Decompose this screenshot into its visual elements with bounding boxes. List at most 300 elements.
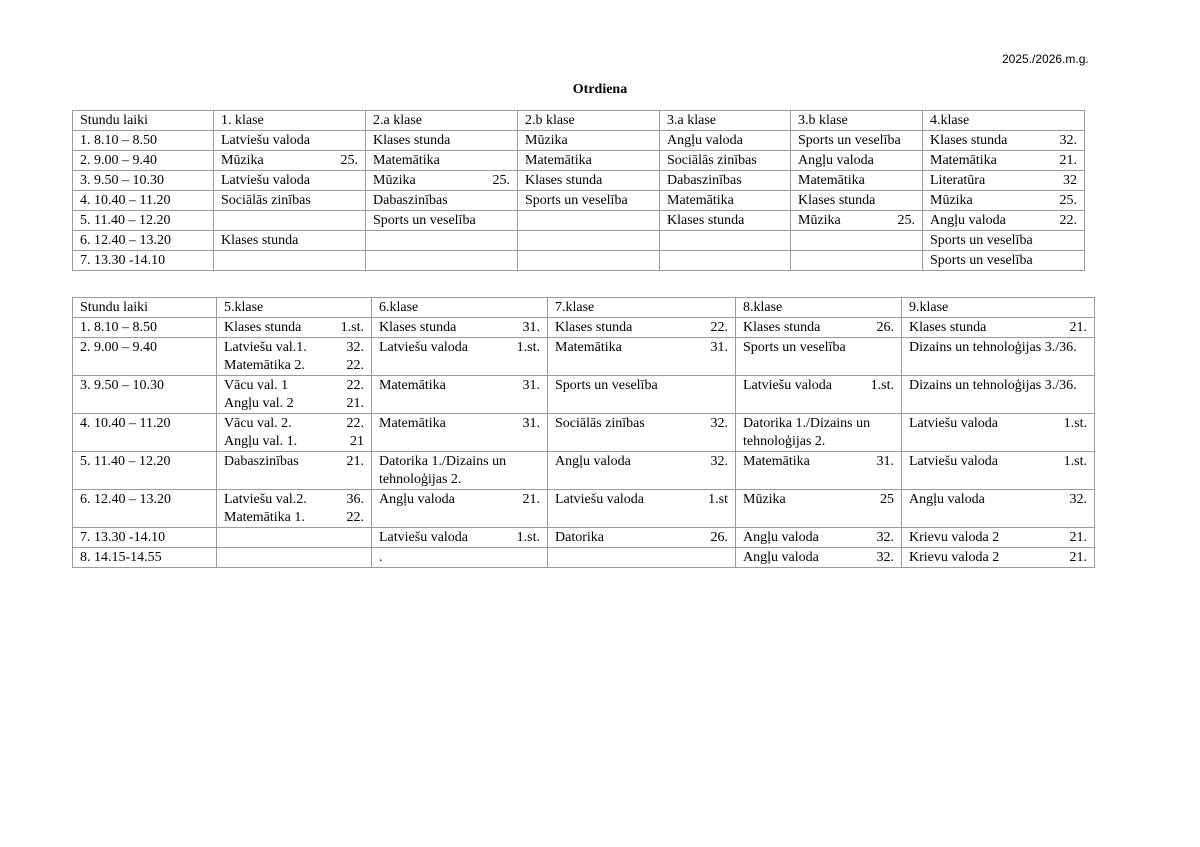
lesson-line: [373, 172, 510, 190]
lesson-line: Matemātika: [667, 193, 734, 208]
lesson-cell: [217, 318, 372, 338]
lesson-cell: Datorika 1./Dizains un tehnoloģijas 2.: [372, 452, 548, 490]
lesson-cell: [791, 151, 923, 171]
lesson-cell: [923, 211, 1085, 231]
subject-name: Krievu valoda 2: [909, 530, 1000, 545]
lesson-cell: [923, 191, 1085, 211]
header-row: [73, 111, 1085, 131]
lesson-line: [221, 152, 358, 170]
subject-name: Sociālās zinības: [555, 416, 645, 431]
room-number: 1.st.: [340, 320, 364, 335]
lesson-cell: [736, 490, 902, 528]
lesson-cell: [791, 211, 923, 231]
column-header: 6.klase: [372, 298, 548, 318]
table-row: [73, 171, 1085, 191]
lesson-cell: [548, 548, 736, 568]
lesson-line: [555, 529, 728, 547]
lesson-cell: [518, 131, 660, 151]
lesson-cell: [902, 490, 1095, 528]
room-number: 1.st: [708, 492, 728, 507]
lesson-cell: Dizains un tehnoloģijas 3./36.: [902, 338, 1095, 376]
table-row: [73, 548, 1095, 568]
lesson-cell: [372, 528, 548, 548]
table-row: [73, 490, 1095, 528]
subject-name: Matemātika: [930, 153, 997, 168]
column-header: 1. klase: [214, 111, 366, 131]
lesson-line: Sports un veselība: [525, 193, 628, 208]
subject-name: Krievu valoda 2: [909, 550, 1000, 565]
lesson-cell: [902, 452, 1095, 490]
room-number: 31.: [710, 340, 728, 355]
lesson-line: [379, 377, 540, 395]
lesson-cell: [660, 211, 791, 231]
lesson-line: Matemātika: [798, 173, 865, 188]
lesson-cell: [214, 151, 366, 171]
lesson-cell: [660, 231, 791, 251]
lesson-line: Matemātika: [525, 153, 592, 168]
lesson-line: [379, 529, 540, 547]
lesson-cell: [902, 548, 1095, 568]
lesson-line: 6. 12.40 – 13.20: [80, 492, 171, 507]
lesson-line: [379, 415, 540, 433]
lesson-line: Dabaszinības: [373, 193, 448, 208]
lesson-line: [743, 377, 894, 395]
room-number: 26.: [710, 530, 728, 545]
lesson-cell: [217, 490, 372, 528]
room-number: 25.: [1059, 193, 1077, 208]
room-number: 21.: [1069, 550, 1087, 565]
lesson-line: 3. 9.50 – 10.30: [80, 378, 164, 393]
time-slot-cell: [73, 490, 217, 528]
lesson-cell: [518, 251, 660, 271]
room-number: 1.st.: [516, 530, 540, 545]
subject-name: Matemātika: [379, 378, 446, 393]
room-number: 32.: [1059, 133, 1077, 148]
lesson-line: Mūzika: [525, 133, 568, 148]
lesson-line: [743, 453, 894, 471]
table-row: [73, 211, 1085, 231]
column-header: 3.b klase: [791, 111, 923, 131]
lesson-cell: [902, 318, 1095, 338]
lesson-cell: [217, 338, 372, 376]
lesson-cell: [791, 191, 923, 211]
subject-name: Dabaszinības: [224, 454, 299, 469]
column-header: 4.klase: [923, 111, 1085, 131]
lesson-line: [555, 319, 728, 337]
lesson-line: Klases stunda: [667, 213, 745, 228]
lesson-cell: [366, 131, 518, 151]
room-number: 21.: [346, 454, 364, 469]
lesson-cell: [366, 251, 518, 271]
lesson-line: Sports un veselība: [743, 340, 846, 355]
table-row: [73, 338, 1095, 376]
lesson-cell: [372, 548, 548, 568]
lesson-line: [909, 453, 1087, 471]
room-number: 1.st.: [516, 340, 540, 355]
schedule-table-body: [73, 111, 1085, 271]
lesson-line: Sociālās zinības: [221, 193, 311, 208]
lesson-line: [930, 172, 1077, 190]
lesson-line: Sports un veselība: [798, 133, 901, 148]
lesson-cell: [217, 528, 372, 548]
room-number: 21.: [522, 492, 540, 507]
lesson-line: 6. 12.40 – 13.20: [80, 233, 171, 248]
room-number: 21.: [1069, 320, 1087, 335]
lesson-cell: [660, 251, 791, 271]
lesson-line: 2. 9.00 – 9.40: [80, 340, 157, 355]
lesson-line: 2. 9.00 – 9.40: [80, 153, 157, 168]
time-slot-cell: [73, 528, 217, 548]
lesson-cell: [214, 131, 366, 151]
room-number: 32.: [1069, 492, 1087, 507]
lesson-cell: [214, 231, 366, 251]
lesson-cell: [660, 191, 791, 211]
lesson-cell: [217, 376, 372, 414]
subject-name: Klases stunda: [379, 320, 457, 335]
table-row: [73, 131, 1085, 151]
time-slot-cell: [73, 251, 214, 271]
time-slot-cell: [73, 318, 217, 338]
column-header: 2.a klase: [366, 111, 518, 131]
lesson-cell: [366, 191, 518, 211]
lesson-cell: [518, 211, 660, 231]
lesson-line: Angļu valoda: [667, 133, 743, 148]
lesson-cell: [366, 151, 518, 171]
lesson-cell: [902, 528, 1095, 548]
table-row: [73, 318, 1095, 338]
subject-name: Klases stunda: [930, 133, 1008, 148]
subject-name: Klases stunda: [224, 320, 302, 335]
lesson-line: [909, 319, 1087, 337]
lesson-line: [379, 339, 540, 357]
lesson-line: Matemātika: [373, 153, 440, 168]
time-slot-cell: [73, 452, 217, 490]
time-slot-cell: [73, 414, 217, 452]
lesson-line: [930, 192, 1077, 210]
lesson-cell: [548, 452, 736, 490]
lesson-cell: [548, 318, 736, 338]
lesson-cell: [923, 251, 1085, 271]
subject-name: Klases stunda: [909, 320, 987, 335]
time-slot-cell: [73, 211, 214, 231]
room-number: 21: [350, 434, 364, 449]
lesson-line: [909, 529, 1087, 547]
lesson-line: [224, 453, 364, 471]
lesson-cell: [736, 318, 902, 338]
lesson-cell: [923, 151, 1085, 171]
lesson-cell: [548, 490, 736, 528]
lesson-line: Sports un veselība: [373, 213, 476, 228]
lesson-cell: [372, 376, 548, 414]
lesson-cell: [372, 414, 548, 452]
lesson-cell: [372, 318, 548, 338]
subject-name: Mūzika: [798, 213, 841, 228]
lesson-cell: [548, 528, 736, 548]
lesson-line: 4. 10.40 – 11.20: [80, 193, 171, 208]
lesson-cell: [923, 131, 1085, 151]
room-number: 31.: [522, 320, 540, 335]
lesson-line: 5. 11.40 – 12.20: [80, 454, 171, 469]
lesson-line: [224, 491, 364, 509]
room-number: 1.st.: [1063, 416, 1087, 431]
subject-name: Angļu valoda: [379, 492, 455, 507]
lesson-cell: [217, 414, 372, 452]
lesson-cell: [214, 211, 366, 231]
subject-name: Matemātika: [379, 416, 446, 431]
room-number: 32.: [876, 550, 894, 565]
subject-name: Klases stunda: [555, 320, 633, 335]
table-row: [73, 231, 1085, 251]
table-row: [73, 251, 1085, 271]
header-row: [73, 298, 1095, 318]
lesson-line: 8. 14.15-14.55: [80, 550, 162, 565]
table-row: [73, 452, 1095, 490]
page-title: Otrdiena: [572, 82, 628, 97]
subject-name: Angļu valoda: [930, 213, 1006, 228]
time-slot-cell: [73, 191, 214, 211]
lesson-line: Sociālās zinības: [667, 153, 757, 168]
lesson-line: [224, 377, 364, 395]
lesson-line: Klases stunda: [798, 193, 876, 208]
subject-name: Mūzika: [743, 492, 786, 507]
lesson-cell: Datorika 1./Dizains un tehnoloģijas 2.: [736, 414, 902, 452]
lesson-line: 1. 8.10 – 8.50: [80, 320, 157, 335]
lesson-cell: [791, 131, 923, 151]
lesson-line: Latviešu valoda: [221, 173, 311, 188]
lesson-cell: [736, 452, 902, 490]
lesson-cell: [518, 171, 660, 191]
lesson-line: [555, 491, 728, 509]
lesson-cell: [736, 548, 902, 568]
room-number: 25.: [897, 213, 915, 228]
lesson-line: [909, 415, 1087, 433]
lesson-cell: [217, 548, 372, 568]
lesson-line: [224, 395, 364, 413]
subject-name: Mūzika: [221, 153, 264, 168]
column-header: 2.b klase: [518, 111, 660, 131]
room-number: 26.: [876, 320, 894, 335]
room-number: 22.: [710, 320, 728, 335]
lesson-line: Sports un veselība: [930, 253, 1033, 268]
lesson-cell: [366, 171, 518, 191]
lesson-cell: [736, 528, 902, 548]
room-number: 22.: [346, 416, 364, 431]
lesson-cell: [660, 151, 791, 171]
room-number: 22.: [346, 510, 364, 525]
room-number: 32.: [346, 340, 364, 355]
lesson-cell: [366, 211, 518, 231]
subject-name: Angļu valoda: [555, 454, 631, 469]
column-header: 7.klase: [548, 298, 736, 318]
subject-name: Latviešu valoda: [909, 416, 999, 431]
lesson-line: [743, 319, 894, 337]
lesson-cell: [902, 414, 1095, 452]
subject-name: Matemātika: [555, 340, 622, 355]
lesson-cell: Dizains un tehnoloģijas 3./36.: [902, 376, 1095, 414]
lesson-cell: [214, 171, 366, 191]
column-header: 5.klase: [217, 298, 372, 318]
lesson-line: [224, 339, 364, 357]
lesson-cell: [736, 338, 902, 376]
lesson-line: 3. 9.50 – 10.30: [80, 173, 164, 188]
schedule-table-body: [73, 298, 1095, 568]
lesson-cell: [518, 231, 660, 251]
time-slot-cell: [73, 231, 214, 251]
lesson-line: [909, 491, 1087, 509]
lesson-cell: [518, 191, 660, 211]
column-header: 8.klase: [736, 298, 902, 318]
subject-name: Matemātika 2.: [224, 358, 305, 373]
table-row: [73, 151, 1085, 171]
table-row: [73, 191, 1085, 211]
lesson-cell: [214, 191, 366, 211]
school-year: 2025./2026.m.g.: [1002, 52, 1089, 66]
lesson-line: [930, 132, 1077, 150]
table-row: [73, 414, 1095, 452]
room-number: 22.: [1059, 213, 1077, 228]
lesson-cell: [518, 151, 660, 171]
lesson-cell: [736, 376, 902, 414]
time-slot-cell: [73, 171, 214, 191]
lesson-cell: [548, 376, 736, 414]
room-number: 1.st.: [1063, 454, 1087, 469]
room-number: 21.: [346, 396, 364, 411]
lesson-line: [743, 491, 894, 509]
subject-name: Latviešu val.2.: [224, 492, 307, 507]
lesson-line: .: [379, 550, 383, 565]
time-slot-cell: [73, 548, 217, 568]
table-row: [73, 528, 1095, 548]
lesson-line: Latviešu valoda: [221, 133, 311, 148]
lesson-cell: [791, 171, 923, 191]
lesson-cell: [372, 490, 548, 528]
room-number: 31.: [876, 454, 894, 469]
lesson-cell: [548, 338, 736, 376]
lesson-cell: [660, 131, 791, 151]
room-number: 25.: [340, 153, 358, 168]
lesson-line: Klases stunda: [221, 233, 299, 248]
column-header: 3.a klase: [660, 111, 791, 131]
subject-name: Latviešu val.1.: [224, 340, 307, 355]
lesson-cell: [923, 171, 1085, 191]
lesson-line: [379, 491, 540, 509]
column-header: 9.klase: [902, 298, 1095, 318]
lesson-cell: [791, 251, 923, 271]
time-slot-cell: [73, 338, 217, 376]
lesson-cell: [214, 251, 366, 271]
lesson-cell: [923, 231, 1085, 251]
lesson-line: Klases stunda: [373, 133, 451, 148]
lesson-line: [224, 415, 364, 433]
room-number: 25: [880, 492, 894, 507]
table-row: [73, 376, 1095, 414]
subject-name: Latviešu valoda: [555, 492, 645, 507]
lesson-line: [743, 529, 894, 547]
lesson-line: [224, 319, 364, 337]
subject-name: Vācu val. 1: [224, 378, 289, 393]
lesson-line: 4. 10.40 – 11.20: [80, 416, 171, 431]
lesson-line: [379, 319, 540, 337]
subject-name: Angļu valoda: [743, 550, 819, 565]
lesson-line: 7. 13.30 -14.10: [80, 530, 166, 545]
subject-name: Matemātika: [743, 454, 810, 469]
lesson-cell: [217, 452, 372, 490]
lesson-cell: [372, 338, 548, 376]
lesson-line: [555, 339, 728, 357]
lesson-line: [743, 549, 894, 567]
time-slot-cell: [73, 131, 214, 151]
subject-name: Angļu val. 1.: [224, 434, 298, 449]
lesson-line: Dabaszinības: [667, 173, 742, 188]
lesson-line: [930, 212, 1077, 230]
lesson-line: Sports un veselība: [555, 378, 658, 393]
lesson-line: Angļu valoda: [798, 153, 874, 168]
subject-name: Vācu val. 2.: [224, 416, 292, 431]
subject-name: Latviešu valoda: [379, 530, 469, 545]
room-number: 32.: [876, 530, 894, 545]
schedule-table-grades-1-4: [72, 110, 1085, 271]
room-number: 22.: [346, 378, 364, 393]
lesson-line: 1. 8.10 – 8.50: [80, 133, 157, 148]
room-number: 31.: [522, 416, 540, 431]
room-number: 36.: [346, 492, 364, 507]
room-number: 32: [1063, 173, 1077, 188]
subject-name: Klases stunda: [743, 320, 821, 335]
room-number: 21.: [1069, 530, 1087, 545]
subject-name: Matemātika 1.: [224, 510, 305, 525]
room-number: 25.: [492, 173, 510, 188]
lesson-line: Klases stunda: [525, 173, 603, 188]
lesson-cell: [660, 171, 791, 191]
subject-name: Literatūra: [930, 173, 986, 188]
time-slot-cell: [73, 376, 217, 414]
subject-name: Mūzika: [373, 173, 416, 188]
subject-name: Mūzika: [930, 193, 973, 208]
lesson-line: [555, 415, 728, 433]
room-number: 1.st.: [870, 378, 894, 393]
subject-name: Angļu valoda: [743, 530, 819, 545]
room-number: 21.: [1059, 153, 1077, 168]
lesson-line: [224, 433, 364, 451]
time-slot-cell: [73, 151, 214, 171]
lesson-line: Sports un veselība: [930, 233, 1033, 248]
lesson-line: [555, 453, 728, 471]
subject-name: Latviešu valoda: [909, 454, 999, 469]
room-number: 31.: [522, 378, 540, 393]
subject-name: Latviešu valoda: [743, 378, 833, 393]
lesson-line: 7. 13.30 -14.10: [80, 253, 166, 268]
lesson-line: 5. 11.40 – 12.20: [80, 213, 171, 228]
subject-name: Angļu val. 2: [224, 396, 294, 411]
subject-name: Angļu valoda: [909, 492, 985, 507]
subject-name: Datorika: [555, 530, 604, 545]
room-number: 32.: [710, 454, 728, 469]
subject-name: Latviešu valoda: [379, 340, 469, 355]
lesson-cell: [366, 231, 518, 251]
lesson-line: [909, 549, 1087, 567]
column-header: Stundu laiki: [73, 111, 214, 131]
lesson-cell: [791, 231, 923, 251]
lesson-line: [798, 212, 915, 230]
lesson-line: [930, 152, 1077, 170]
lesson-line: [224, 509, 364, 527]
room-number: 22.: [346, 358, 364, 373]
lesson-cell: [548, 414, 736, 452]
column-header: Stundu laiki: [73, 298, 217, 318]
schedule-table-grades-5-9: [72, 297, 1095, 568]
lesson-line: [224, 357, 364, 375]
room-number: 32.: [710, 416, 728, 431]
